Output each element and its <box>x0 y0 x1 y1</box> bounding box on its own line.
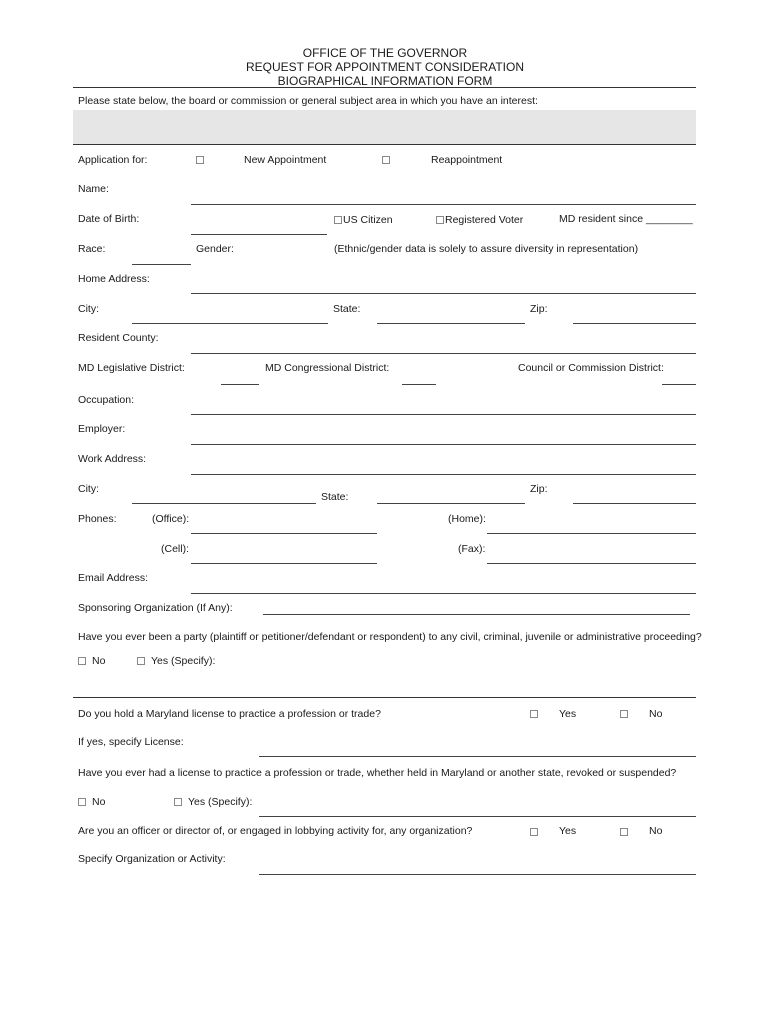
email-field[interactable] <box>191 593 696 594</box>
lobbying-question: Are you an officer or director of, or engaged in lobbying activity for, any organization? <box>78 825 473 837</box>
header-divider <box>73 87 696 88</box>
home-phone-label: (Home): <box>448 513 486 525</box>
fax-label: (Fax): <box>458 543 486 555</box>
work-address-field[interactable] <box>191 474 696 475</box>
council-district-field[interactable] <box>662 384 696 385</box>
license-specify-label: If yes, specify License: <box>78 736 184 748</box>
proceeding-no-checkbox[interactable] <box>78 657 86 665</box>
employer-label: Employer: <box>78 423 126 435</box>
license-yes-label: Yes <box>559 708 577 720</box>
home-address-field[interactable] <box>191 293 696 294</box>
revoked-no-checkbox[interactable] <box>78 798 86 806</box>
home-state-field[interactable] <box>377 323 525 324</box>
sponsor-field[interactable] <box>263 614 690 615</box>
proceeding-yes-label: Yes (Specify): <box>151 655 216 667</box>
county-label: Resident County: <box>78 332 159 344</box>
council-district-label: Council or Commission District: <box>518 362 664 374</box>
name-label: Name: <box>78 183 109 195</box>
interest-divider <box>73 144 696 145</box>
new-appointment-checkbox[interactable] <box>196 156 204 164</box>
home-city-field[interactable] <box>132 323 328 324</box>
work-zip-field[interactable] <box>573 503 696 504</box>
employer-field[interactable] <box>191 444 696 445</box>
race-field[interactable] <box>132 264 191 265</box>
work-state-label: State: <box>321 491 349 503</box>
revoked-question: Have you ever had a license to practice a profession or trade, whether held in Maryland or another state, revoked or suspended? <box>78 767 677 779</box>
work-city-label: City: <box>78 483 99 495</box>
work-city-field[interactable] <box>132 503 316 504</box>
home-city-label: City: <box>78 303 99 315</box>
form-request-title: REQUEST FOR APPOINTMENT CONSIDERATION <box>245 60 525 74</box>
us-citizen-checkbox[interactable] <box>334 216 342 224</box>
reappointment-checkbox[interactable] <box>382 156 390 164</box>
lobbying-specify-field[interactable] <box>259 874 696 875</box>
license-yes-checkbox[interactable] <box>530 710 538 718</box>
form-title: BIOGRAPHICAL INFORMATION FORM <box>277 74 493 88</box>
proceeding-question: Have you ever been a party (plaintiff or petitioner/defendant or respondent) to any civil, criminal, juvenile or administrative proceeding? <box>78 631 702 643</box>
interest-input-area[interactable] <box>73 110 696 144</box>
legislative-district-field[interactable] <box>221 384 259 385</box>
race-label: Race: <box>78 243 106 255</box>
us-citizen-label: US Citizen <box>343 214 393 226</box>
dob-label: Date of Birth: <box>78 213 140 225</box>
home-address-label: Home Address: <box>78 273 150 285</box>
work-address-label: Work Address: <box>78 453 147 465</box>
home-zip-field[interactable] <box>573 323 696 324</box>
county-field[interactable] <box>191 353 696 354</box>
form-office-title: OFFICE OF THE GOVERNOR <box>302 46 468 60</box>
lobbying-specify-label: Specify Organization or Activity: <box>78 853 226 865</box>
revoked-specify-field[interactable] <box>259 816 696 817</box>
home-zip-label: Zip: <box>530 303 548 315</box>
lobbying-yes-checkbox[interactable] <box>530 828 538 836</box>
license-specify-field[interactable] <box>259 756 696 757</box>
interest-prompt: Please state below, the board or commission or general subject area in which you have an interest: <box>78 95 538 107</box>
congressional-district-field[interactable] <box>402 384 436 385</box>
cell-phone-label: (Cell): <box>161 543 189 555</box>
new-appointment-label: New Appointment <box>244 154 327 166</box>
revoked-yes-checkbox[interactable] <box>174 798 182 806</box>
reappointment-label: Reappointment <box>431 154 503 166</box>
proceeding-no-label: No <box>92 655 106 667</box>
cell-phone-field[interactable] <box>191 563 377 564</box>
office-phone-label: (Office): <box>152 513 190 525</box>
revoked-yes-label: Yes (Specify): <box>188 796 253 808</box>
name-field[interactable] <box>191 204 696 205</box>
sponsor-label: Sponsoring Organization (If Any): <box>78 602 233 614</box>
application-label: Application for: <box>78 154 148 166</box>
proceeding-specify-field[interactable] <box>73 697 696 698</box>
occupation-field[interactable] <box>191 414 696 415</box>
registered-voter-checkbox[interactable] <box>436 216 444 224</box>
gender-label: Gender: <box>196 243 234 255</box>
lobbying-no-label: No <box>649 825 663 837</box>
congressional-district-label: MD Congressional District: <box>265 362 390 374</box>
license-no-label: No <box>649 708 663 720</box>
diversity-note: (Ethnic/gender data is solely to assure diversity in representation) <box>334 243 639 255</box>
work-state-field[interactable] <box>377 503 525 504</box>
license-question: Do you hold a Maryland license to practice a profession or trade? <box>78 708 381 720</box>
md-resident-since-label: MD resident since ________ <box>559 213 693 225</box>
fax-field[interactable] <box>487 563 696 564</box>
registered-voter-label: Registered Voter <box>445 214 524 226</box>
home-state-label: State: <box>333 303 361 315</box>
work-zip-label: Zip: <box>530 483 548 495</box>
revoked-no-label: No <box>92 796 106 808</box>
dob-field[interactable] <box>191 234 327 235</box>
proceeding-yes-checkbox[interactable] <box>137 657 145 665</box>
occupation-label: Occupation: <box>78 394 135 406</box>
phones-label: Phones: <box>78 513 117 525</box>
email-label: Email Address: <box>78 572 149 584</box>
lobbying-no-checkbox[interactable] <box>620 828 628 836</box>
legislative-district-label: MD Legislative District: <box>78 362 185 374</box>
lobbying-yes-label: Yes <box>559 825 577 837</box>
license-no-checkbox[interactable] <box>620 710 628 718</box>
office-phone-field[interactable] <box>191 533 377 534</box>
home-phone-field[interactable] <box>487 533 696 534</box>
